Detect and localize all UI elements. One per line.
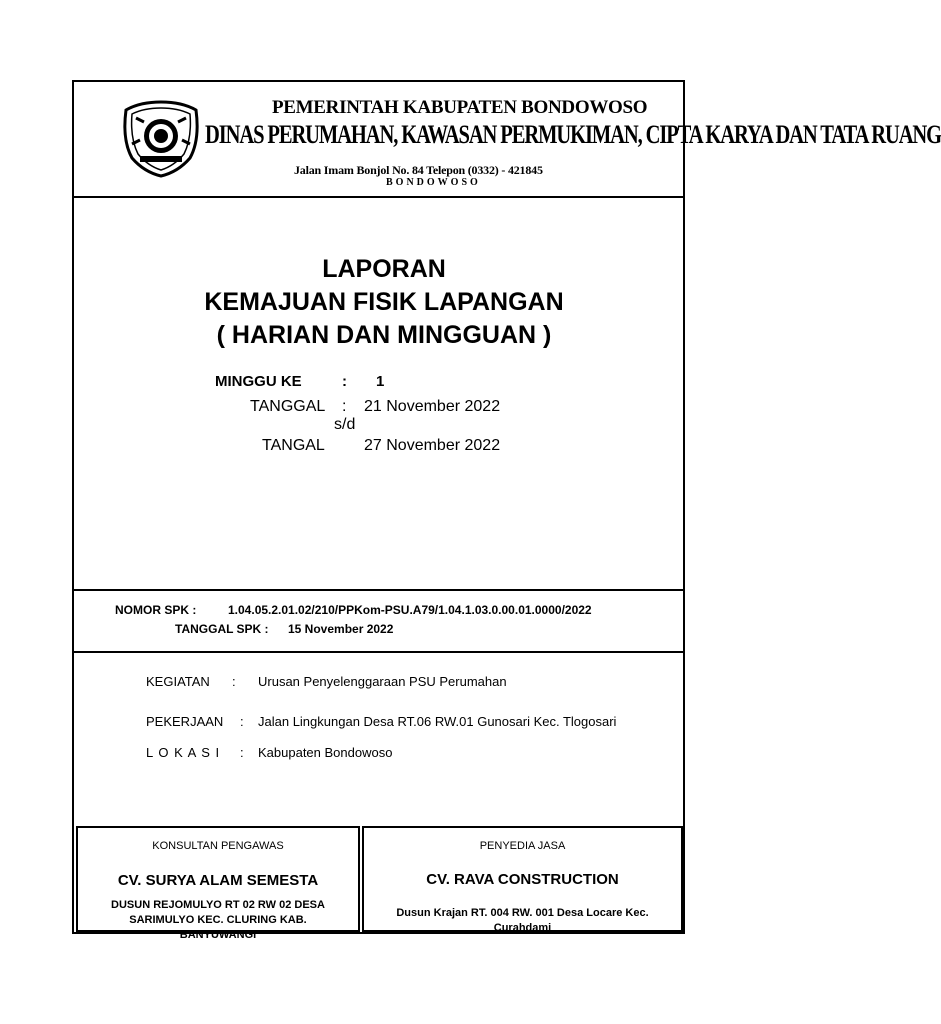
provider-name: CV. RAVA CONSTRUCTION	[426, 871, 619, 888]
activity-label: KEGIATAN	[146, 674, 210, 689]
consultant-name: CV. SURYA ALAM SEMESTA	[117, 872, 319, 889]
date-to-label: TANGAL	[262, 437, 325, 454]
location-value: Kabupaten Bondowoso	[258, 745, 393, 760]
date-from-label: TANGGAL	[250, 398, 326, 415]
date-to-value: 27 November 2022	[364, 437, 501, 454]
government-name: PEMERINTAH KABUPATEN BONDOWOSO	[272, 97, 648, 118]
consultant-role: KONSULTAN PENGAWAS	[152, 840, 284, 852]
date-from-colon: :	[342, 398, 347, 415]
agency-city: BONDOWOSO	[386, 177, 481, 188]
provider-address: Dusun Krajan RT. 004 RW. 001 Desa Locare Kec. Curahdami	[396, 907, 649, 934]
spk-divider	[72, 651, 685, 653]
spk-date-value: 15 November 2022	[288, 622, 394, 636]
work-colon: :	[240, 714, 244, 729]
spk-number-value: 1.04.05.2.01.02/210/PPKom-PSU.A79/1.04.1.03.0.00.01.0000/2022	[228, 603, 592, 617]
regency-emblem	[120, 100, 202, 178]
report-period-type: ( HARIAN DAN MINGGUAN )	[216, 321, 552, 349]
consultant-box	[76, 826, 360, 941]
header-divider	[72, 196, 685, 198]
week-label: MINGGU KE	[215, 373, 302, 390]
spk-number-label: NOMOR SPK :	[115, 603, 197, 617]
location-label: L O K A S I	[146, 745, 221, 760]
document-frame	[72, 80, 685, 934]
activity-colon: :	[232, 674, 236, 689]
title-divider	[72, 589, 685, 591]
activity-value: Urusan Penyelenggaraan PSU Perumahan	[258, 674, 507, 689]
date-from-value: 21 November 2022	[364, 398, 501, 415]
week-value: 1	[376, 373, 385, 390]
provider-box	[362, 826, 683, 932]
provider-role: PENYEDIA JASA	[479, 840, 566, 852]
until-text: s/d	[334, 416, 356, 433]
work-label: PEKERJAAN	[146, 714, 224, 729]
report-title: LAPORAN	[322, 255, 446, 283]
spk-date-label: TANGGAL SPK :	[175, 622, 269, 636]
agency-name: DINAS PERUMAHAN, KAWASAN PERMUKIMAN, CIPTA KARYA DAN TATA RUANG	[205, 120, 941, 149]
location-colon: :	[240, 745, 244, 760]
consultant-address: DUSUN REJOMULYO RT 02 RW 02 DESA SARIMULYO KEC. CLURING KAB. BANYUWANGI	[111, 899, 325, 941]
work-value: Jalan Lingkungan Desa RT.06 RW.01 Gunosari Kec. Tlogosari	[258, 714, 617, 729]
report-subtitle: KEMAJUAN FISIK LAPANGAN	[204, 288, 564, 316]
agency-address: Jalan Imam Bonjol No. 84 Telepon (0332) - 421845	[294, 163, 543, 177]
week-colon: :	[342, 373, 347, 390]
